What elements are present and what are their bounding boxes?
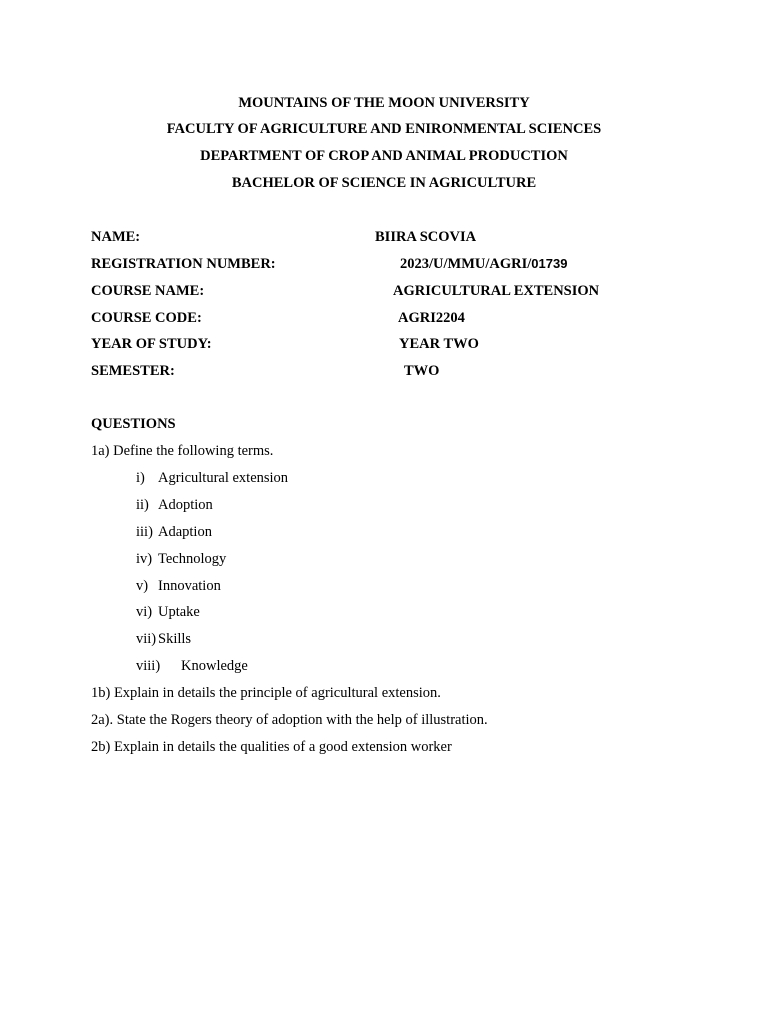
term-marker: vi) [136,604,153,620]
question-1b: 1b) Explain in details the principle of agricultural extension. [91,685,441,701]
department-title: DEPARTMENT OF CROP AND ANIMAL PRODUCTION [200,148,568,164]
term-marker: i) [136,470,145,486]
name-label: NAME: [91,229,141,245]
semester-value: TWO [404,363,440,379]
course-name-label: COURSE NAME: [91,283,205,299]
term-text: Skills [158,631,192,647]
faculty-title: FACULTY OF AGRICULTURE AND ENIRONMENTAL SCIENCES [166,121,602,137]
registration-label: REGISTRATION NUMBER: [91,256,276,272]
term-text: Adoption [158,497,213,513]
term-text: Technology [158,551,227,567]
question-2a: 2a). State the Rogers theory of adoption with the help of illustration. [91,712,488,728]
term-text: Knowledge [181,658,248,674]
term-marker: viii) [136,658,161,674]
term-text: Agricultural extension [158,470,289,486]
term-marker: v) [136,578,149,594]
registration-value-suffix: 01739 [531,256,568,271]
course-code-label: COURSE CODE: [91,310,202,326]
year-of-study-value: YEAR TWO [399,336,479,352]
name-value: BIIRA SCOVIA [375,229,477,245]
term-text: Innovation [158,578,221,594]
year-of-study-label: YEAR OF STUDY: [91,336,212,352]
term-marker: ii) [136,497,149,513]
question-1a: 1a) Define the following terms. [91,443,274,459]
term-text: Uptake [158,604,200,620]
semester-label: SEMESTER: [91,363,175,379]
term-marker: iv) [136,551,153,567]
term-marker: iii) [136,524,153,540]
university-title: MOUNTAINS OF THE MOON UNIVERSITY [238,95,530,111]
term-marker: vii) [136,631,157,647]
registration-value-prefix: 2023/U/MMU/AGRI/ [400,256,532,272]
course-code-value: AGRI2204 [398,310,465,326]
questions-heading: QUESTIONS [91,416,176,432]
registration-value [400,255,567,273]
course-name-value: AGRICULTURAL EXTENSION [393,283,600,299]
programme-title: BACHELOR OF SCIENCE IN AGRICULTURE [231,175,537,191]
question-2b: 2b) Explain in details the qualities of a good extension worker [91,739,452,755]
term-text: Adaption [158,524,212,540]
